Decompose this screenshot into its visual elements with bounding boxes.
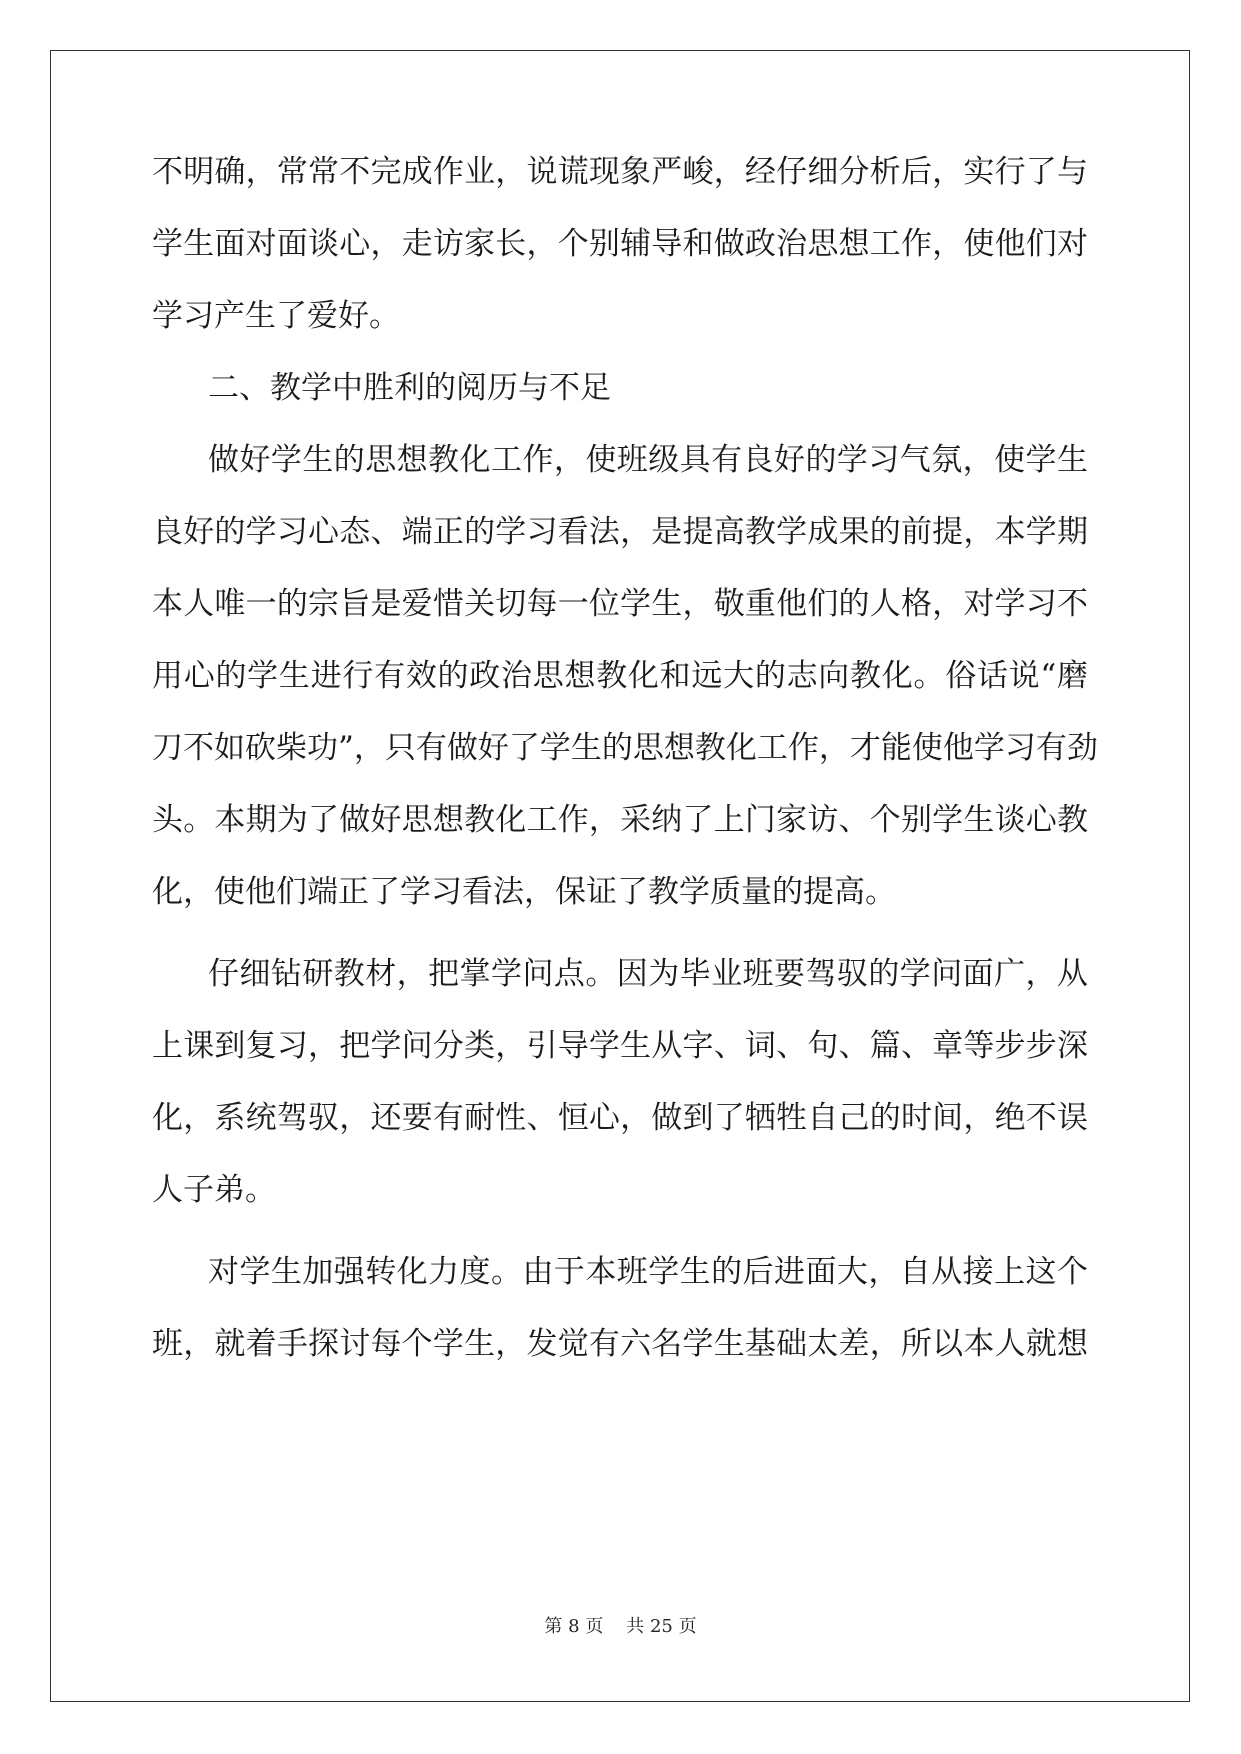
text-line: 学习产生了爱好。 bbox=[152, 298, 400, 334]
text-line: 做好学生的思想教化工作，使班级具有良好的学习气氛，使学生 bbox=[208, 442, 1088, 478]
page-total: 共 25 页 bbox=[626, 1616, 697, 1637]
text-line: 班，就着手探讨每个学生，发觉有六名学生基础太差，所以本人就想 bbox=[152, 1326, 1088, 1362]
page-number: 第 8 页 bbox=[544, 1616, 604, 1637]
text-line: 刀不如砍柴功”，只有做好了学生的思想教化工作，才能使他学习有劲 bbox=[152, 730, 1098, 766]
text-line: 人子弟。 bbox=[152, 1172, 276, 1208]
page-footer bbox=[0, 1615, 1241, 1639]
text-line: 用心的学生进行有效的政治思想教化和远大的志向教化。俗话说“磨 bbox=[152, 658, 1088, 694]
text-line: 化，使他们端正了学习看法，保证了教学质量的提高。 bbox=[152, 874, 896, 910]
text-line: 化，系统驾驭，还要有耐性、恒心，做到了牺牲自己的时间，绝不误 bbox=[152, 1100, 1088, 1136]
text-line: 头。本期为了做好思想教化工作，采纳了上门家访、个别学生谈心教 bbox=[152, 802, 1088, 838]
text-line: 对学生加强转化力度。由于本班学生的后进面大，自从接上这个 bbox=[208, 1254, 1088, 1290]
text-line: 上课到复习，把学问分类，引导学生从字、词、句、篇、章等步步深 bbox=[152, 1028, 1088, 1064]
text-line: 良好的学习心态、端正的学习看法，是提高教学成果的前提，本学期 bbox=[152, 514, 1088, 550]
section-heading: 二、教学中胜利的阅历与不足 bbox=[208, 370, 611, 406]
text-line: 本人唯一的宗旨是爱惜关切每一位学生，敬重他们的人格，对学习不 bbox=[152, 586, 1088, 622]
text-line: 仔细钻研教材，把掌学问点。因为毕业班要驾驭的学问面广，从 bbox=[208, 956, 1088, 992]
text-line: 不明确，常常不完成作业，说谎现象严峻，经仔细分析后，实行了与 bbox=[152, 154, 1088, 190]
text-line: 学生面对面谈心，走访家长，个别辅导和做政治思想工作，使他们对 bbox=[152, 226, 1088, 262]
